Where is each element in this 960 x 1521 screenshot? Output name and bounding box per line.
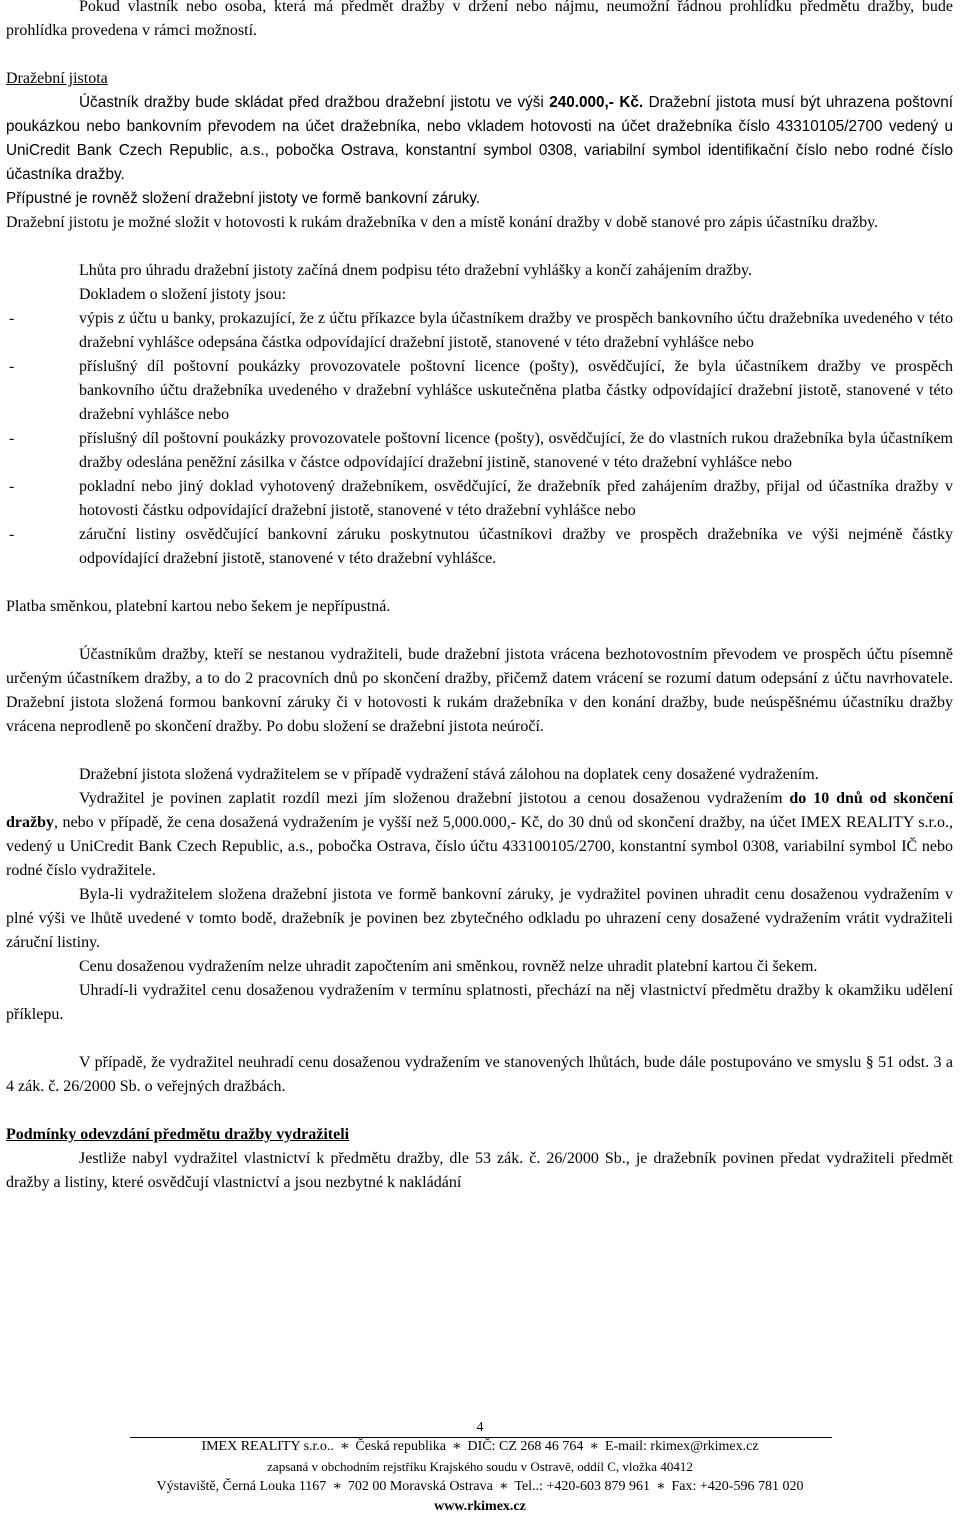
footer-tel: Tel..: +420-603 879 961: [514, 1479, 650, 1494]
footer-country: Česká republika: [355, 1439, 447, 1454]
list-item-text: pokladní nebo jiný doklad vyhotovený dražebníkem, osvědčující, že dražebník před zahájením dražby, přijal od účastníka dražby v hotovosti částku odpovídající dražební jistotě, stanovené v této dražební vyhlášce nebo: [79, 478, 953, 519]
doklad-list: [6, 307, 953, 571]
list-dash: -: [9, 478, 15, 495]
list-dash: -: [9, 430, 15, 447]
povinen-text-a: Vydražitel je povinen zaplatit rozdíl mezi jím složenou dražební jistotou a cenou dosaženou vydražením: [79, 790, 790, 807]
jistota-paragraph: [6, 91, 953, 187]
jistota-section: [6, 67, 953, 571]
footer-dic: DIČ: CZ 268 46 764: [467, 1439, 584, 1454]
separator-icon: ∗: [452, 1439, 462, 1454]
list-item-text: záruční listiny osvědčující bankovní záruku poskytnutou účastníkovi dražby ve prospěch dražebníka ve výši nejméně částky odpovídající dražební jistotě, stanovené v této dražební vyhlášce.: [79, 526, 953, 567]
zaruka-paragraph: Byla-li vydražitelem složena dražební jistota ve formě bankovní záruky, je vydražitel povinen uhradit cenu dosaženou vydražením v plné výši ve lhůtě uvedené v tomto bodě, dražebník je povinen bez zbytečného odkladu po uhrazení ceny dosažené vydražením vrátit vydražiteli záruční listiny.: [6, 886, 953, 951]
list-item-text: příslušný díl poštovní poukázky provozovatele poštovní licence (pošty), osvědčující, že byla účastníkem dražby ve prospěch bankovního účtu dražebníka uvedeného v dražební vyhlášce uskutečněna platba částky odpovídající dražební jistotě, stanovené v této dražební vyhlášce nebo: [79, 358, 953, 423]
platba-paragraph: Platba směnkou, platební kartou nebo šekem je nepřípustná.: [6, 598, 391, 615]
podminky-paragraph: Jestliže nabyl vydražitel vlastnictví k předmětu dražby, dle 53 zák. č. 26/2000 Sb., je dražebník povinen předat vydražiteli předmět dražby a listiny, které osvědčují vlastnictví a jsou nezbytné k nakládání: [6, 1150, 953, 1191]
separator-icon: ∗: [589, 1439, 599, 1454]
jistota-hotovost: Dražební jistotu je možné složit v hotovosti k rukám dražebníka v den a místě konání dražby v době stanové pro zápis účastníku dražby.: [6, 214, 879, 231]
list-item: [6, 523, 953, 571]
jistota-text-a: Účastník dražby bude skládat před dražbou dražební jistotu ve výši: [79, 94, 550, 111]
smenka-paragraph: Cenu dosaženou vydražením nelze uhradit započtením ani směnkou, rovněž nelze uhradit platební kartou či šekem.: [79, 958, 818, 975]
jistota-zaruka: Přípustné je rovněž složení dražební jistoty ve formě bankovní záruky.: [6, 190, 481, 207]
list-dash: -: [9, 526, 15, 543]
podminky-heading: Podmínky odevzdání předmětu dražby vydražiteli: [6, 1126, 350, 1143]
footer-line-company: [0, 1438, 960, 1456]
list-item: [6, 355, 953, 427]
footer-street: Výstaviště, Černá Louka 1167: [156, 1479, 327, 1494]
jistota-heading: Dražební jistota: [6, 70, 108, 87]
separator-icon: ∗: [656, 1479, 666, 1494]
list-item: [6, 427, 953, 475]
povinen-paragraph: [6, 787, 953, 883]
separator-icon: ∗: [498, 1479, 509, 1494]
list-dash: -: [9, 310, 15, 327]
intro-paragraph: Pokud vlastník nebo osoba, která má předmět dražby v držení nebo nájmu, neumožní řádnou prohlídku předmětu dražby, bude prohlídka provedena v rámci možností.: [6, 0, 953, 39]
footer-registry: zapsaná v obchodním rejstříku Krajského soudu v Ostravě, oddíl C, vložka 40412: [267, 1459, 693, 1474]
page-number: 4: [476, 1420, 484, 1435]
lhuta-paragraph: Lhůta pro úhradu dražební jistoty začíná dnem podpisu této dražební vyhlášky a končí zahájením dražby.: [79, 262, 752, 279]
footer-email: E-mail: rkimex@rkimex.cz: [604, 1439, 759, 1454]
zaloha-paragraph: Dražební jistota složená vydražitelem se v případě vydražení stává zálohou na doplatek ceny dosažené vydražením.: [79, 766, 819, 783]
separator-icon: ∗: [332, 1479, 342, 1494]
footer-fax: Fax: +420-596 781 020: [671, 1479, 804, 1494]
list-dash: -: [9, 358, 15, 375]
vlastnictvi-paragraph: Uhradí-li vydražitel cenu dosaženou vydražením v termínu splatnosti, přechází na něj vlastnictví předmětu dražby k okamžiku udělení příklepu.: [6, 982, 953, 1023]
footer-city: 702 00 Moravská Ostrava: [347, 1479, 493, 1494]
list-item: [6, 307, 953, 355]
list-item: [6, 475, 953, 523]
povinen-text-b: , nebo v případě, že cena dosažená vydražením je vyšší než 5,000.000,- Kč, do 30 dnů od skončení dražby, na účet IMEX REALITY s.r.o., vedený u UniCredit Bank Czech Republic, a.s., pobočka Ostrava, číslo účtu 433100105/2700, konstantní symbol 0308, variabilní symbol IČ nebo rodné číslo vydražitele.: [6, 814, 953, 879]
jistota-amount: 240.000,- Kč.: [549, 94, 644, 111]
footer-company: IMEX REALITY s.r.o..: [201, 1439, 334, 1454]
doklad-heading: Dokladem o složení jistoty jsou:: [79, 286, 287, 303]
separator-icon: ∗: [339, 1439, 350, 1454]
list-item-text: příslušný díl poštovní poukázky provozovatele poštovní licence (pošty), osvědčující, že do vlastních rukou dražebníka byla účastníkem dražby odeslána peněžní zásilka v částce odpovídající dražební jistině, stanovené v této dražební vyhlášce nebo: [79, 430, 953, 471]
povinen-deadline: do 10 dnů od skončení dražby: [6, 790, 954, 831]
vraceni-paragraph: Účastníkům dražby, kteří se nestanou vydražiteli, bude dražební jistota vrácena bezhotovostním převodem ve prospěch účtu písemně určeným účastníkem dražby, a to do 2 pracovních dnů po skončení dražby, přičemž datem vrácení se rozumí datum odepsání z účtu navrhovatele. Dražební jistota složená formou bankovní záruky či v hotovosti k rukám dražebníka v den konání dražby, bude neúspěšnému účastníku dražby vrácena neprodleně po skončení dražby. Po dobu složení se dražební jistota neúročí.: [6, 646, 953, 735]
neuhradi-paragraph: V případě, že vydražitel neuhradí cenu dosaženou vydražením ve stanovených lhůtách, bude dále postupováno ve smyslu § 51 odst. 3 a 4 zák. č. 26/2000 Sb. o veřejných dražbách.: [6, 1054, 953, 1095]
jistota-text-b: Dražební jistota musí být uhrazena poštovní poukázkou nebo bankovním převodem na účet dražebníka, nebo vkladem hotovosti na účet dražebníka číslo 43310105/2700 vedený u UniCredit Bank Czech Republic, a.s., pobočka Ostrava, konstantní symbol 0308, variabilní symbol identifikační číslo nebo rodné číslo účastníka dražby.: [6, 94, 953, 183]
footer-line-address: [0, 1478, 960, 1496]
list-item-text: výpis z účtu u banky, prokazující, že z účtu příkazce byla účastníkem dražby ve prospěch bankovního účtu dražebníka uvedeného v této dražební vyhlášce odepsána částka odpovídající dražební jistotě, stanovené v této dražební vyhlášce nebo: [79, 310, 953, 351]
footer-web-link[interactable]: www.rkimex.cz: [434, 1499, 526, 1514]
